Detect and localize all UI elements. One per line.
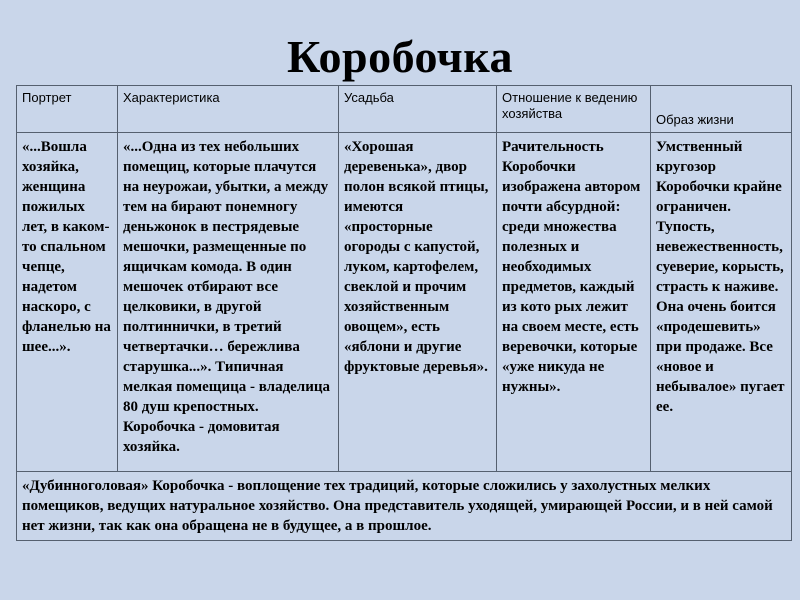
cell-household-attitude: Рачительность Коробочки изображена автором почти абсурдной: среди множества полезных и необходимых предметов, каждый из кото рых лежит на своем месте, есть веревочки, которые «уже никуда не нужны».	[497, 133, 651, 472]
table-header-row	[17, 86, 792, 133]
page-title: Коробочка	[286, 31, 514, 82]
cell-estate: «Хорошая деревенька», двор полон всякой птицы, имеются «просторные огороды с капустой, луком, картофелем, свеклой и прочим хозяйственным овощем», есть «яблони и другие фруктовые деревья».	[339, 133, 497, 472]
cell-characteristic: «...Одна из тех небольших помещиц, которые плачутся на неурожаи, убытки, а между тем на бирают понемногу деньжонок в пестрядевые мешочки, размещенные по ящичкам комода. В один мешочек отбирают все целковики, в другой полтиннички, в третий четвертачки… бережлива старушка...». Типичная мелкая помещица - владелица 80 душ крепостных. Коробочка - домовитая хозяйка.	[118, 133, 339, 472]
header-estate: Усадьба	[339, 86, 497, 133]
header-portrait: Портрет	[17, 86, 118, 133]
header-characteristic: Характеристика	[118, 86, 339, 133]
cell-portrait: «...Вошла хозяйка, женщина пожилых лет, в каком-то спальном чепце, надетом наскоро, с фланелью на шее...».	[17, 133, 118, 472]
characteristics-table	[16, 85, 792, 541]
table-row	[17, 133, 792, 472]
table-footer-row	[17, 472, 792, 541]
header-household-attitude: Отношение к ведению хозяйства	[497, 86, 651, 133]
cell-lifestyle: Умственный кругозор Коробочки крайне ограничен. Тупость, невежественность, суеверие, корысть, страсть к наживе. Она очень боится «продешевить» при продаже. Все «новое и небывалое» пугает ее.	[651, 133, 792, 472]
header-lifestyle: Образ жизни	[651, 86, 792, 133]
footer-summary: «Дубинноголовая» Коробочка - воплощение тех традиций, которые сложились у захолустных мелких помещиков, ведущих натуральное хозяйство. Она представитель уходящей, умирающей России, и в ней самой нет жизни, так как она обращена не в будущее, а в прошлое.	[17, 472, 792, 541]
